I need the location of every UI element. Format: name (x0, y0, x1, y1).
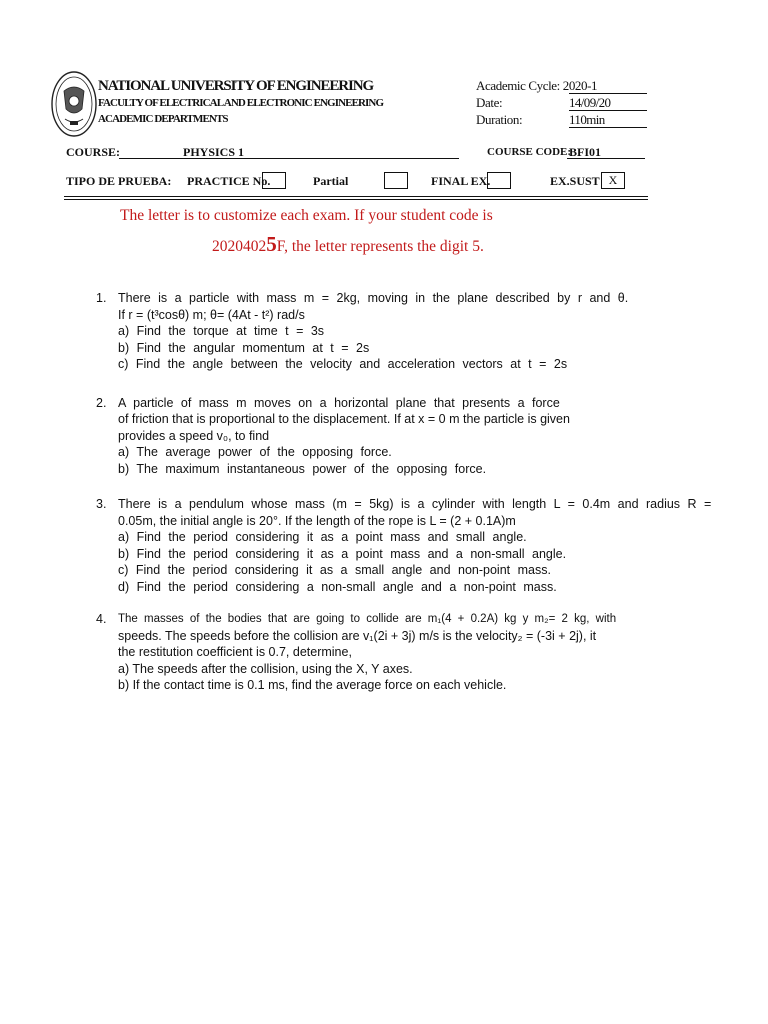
question-line: speeds. The speeds before the collision are v₁(2i + 3j) m/s is the velocity₂ = (-3i + 2j), it (118, 628, 597, 643)
question-line: If r = (t³cosθ) m; θ= (4At - t²) rad/s (118, 307, 305, 322)
question-1 (96, 290, 768, 373)
question-number: 2. (96, 395, 107, 410)
institution-block (98, 77, 383, 127)
partial-label: Partial (313, 174, 349, 188)
university-seal-icon (51, 71, 97, 137)
date-value: 14/09/20 (569, 95, 647, 111)
test-type-row (66, 172, 636, 192)
notice-code-suffix: F, the letter represents the digit 5. (276, 238, 484, 255)
question-line: a) The speeds after the collision, using the X, Y axes. (118, 661, 413, 676)
final-label: FINAL EX. (431, 174, 491, 188)
question-number: 1. (96, 291, 107, 305)
question-line: a) Find the torque at time t = 3s (118, 324, 325, 338)
question-2 (96, 395, 768, 478)
divider (569, 93, 647, 94)
duration-label: Duration: (476, 112, 523, 127)
notice-code-digit: 5 (266, 232, 277, 256)
question-line: of friction that is proportional to the displacement. If at x = 0 m the particle is given (118, 412, 570, 426)
question-line: the restitution coefficient is 0.7, determine, (118, 645, 352, 659)
question-3 (96, 496, 768, 595)
question-line: c) Find the angle between the velocity and acceleration vectors at t = 2s (118, 357, 568, 371)
test-type-label: TIPO DE PRUEBA: (66, 174, 172, 188)
exam-meta (476, 78, 651, 129)
question-number: 4. (96, 612, 107, 626)
faculty-name: FACULTY OF ELECTRICAL AND ELECTRONIC ENGINEERING (98, 97, 384, 109)
course-code-value: BFI01 (567, 145, 645, 159)
course-name: PHYSICS 1 (183, 145, 245, 159)
course-label: COURSE: (66, 145, 121, 159)
academic-cycle: Academic Cycle: 2020-1 (476, 78, 598, 93)
question-line: b) Find the period considering it as a point mass and a non-small angle. (118, 546, 567, 561)
question-line: There is a pendulum whose mass (m = 5kg) is a cylinder with length L = 0.4m and radius R = (118, 497, 712, 511)
practice-checkbox (262, 172, 286, 189)
course-name-field (119, 145, 459, 159)
notice-line-2 (212, 232, 484, 257)
sust-label: EX.SUST (550, 174, 600, 188)
practice-label: PRACTICE No. (187, 174, 271, 188)
question-line: b) Find the angular momentum at t = 2s (118, 340, 370, 355)
final-checkbox (487, 172, 511, 189)
sust-checkbox: X (601, 172, 625, 189)
question-line: The masses of the bodies that are going to collide are m₁(4 + 0.2A) kg y m₂= 2 kg, with (118, 613, 617, 625)
header-divider (64, 196, 648, 200)
question-line: 0.05m, the initial angle is 20°. If the length of the rope is L = (2 + 0.1A)m (118, 513, 516, 528)
question-line: d) Find the period considering a non-small angle and a non-point mass. (118, 579, 557, 594)
question-line: provides a speed v₀, to find (118, 428, 270, 443)
course-code-label: COURSE CODE: (487, 146, 572, 158)
duration-value: 110min (569, 112, 647, 128)
question-line: c) Find the period considering it as a small angle and non-point mass. (118, 563, 551, 577)
question-line: A particle of mass m moves on a horizontal plane that presents a force (118, 395, 560, 410)
questions-list (96, 290, 768, 694)
question-line: There is a particle with mass m = 2kg, moving in the plane described by r and θ. (118, 291, 629, 305)
question-number: 3. (96, 497, 107, 511)
notice-line-1: The letter is to customize each exam. If your student code is (120, 207, 493, 224)
question-4 (96, 611, 768, 694)
partial-checkbox (384, 172, 408, 189)
question-line: b) If the contact time is 0.1 ms, find the average force on each vehicle. (118, 678, 507, 692)
date-label: Date: (476, 95, 503, 110)
course-row (66, 145, 646, 161)
question-line: b) The maximum instantaneous power of the opposing force. (118, 461, 487, 476)
question-line: a) Find the period considering it as a point mass and small angle. (118, 530, 527, 544)
notice-code-prefix: 2020402 (212, 238, 267, 255)
question-line: a) The average power of the opposing force. (118, 445, 392, 459)
department-name: ACADEMIC DEPARTMENTS (98, 113, 228, 125)
institution-name: NATIONAL UNIVERSITY OF ENGINEERING (98, 78, 374, 94)
